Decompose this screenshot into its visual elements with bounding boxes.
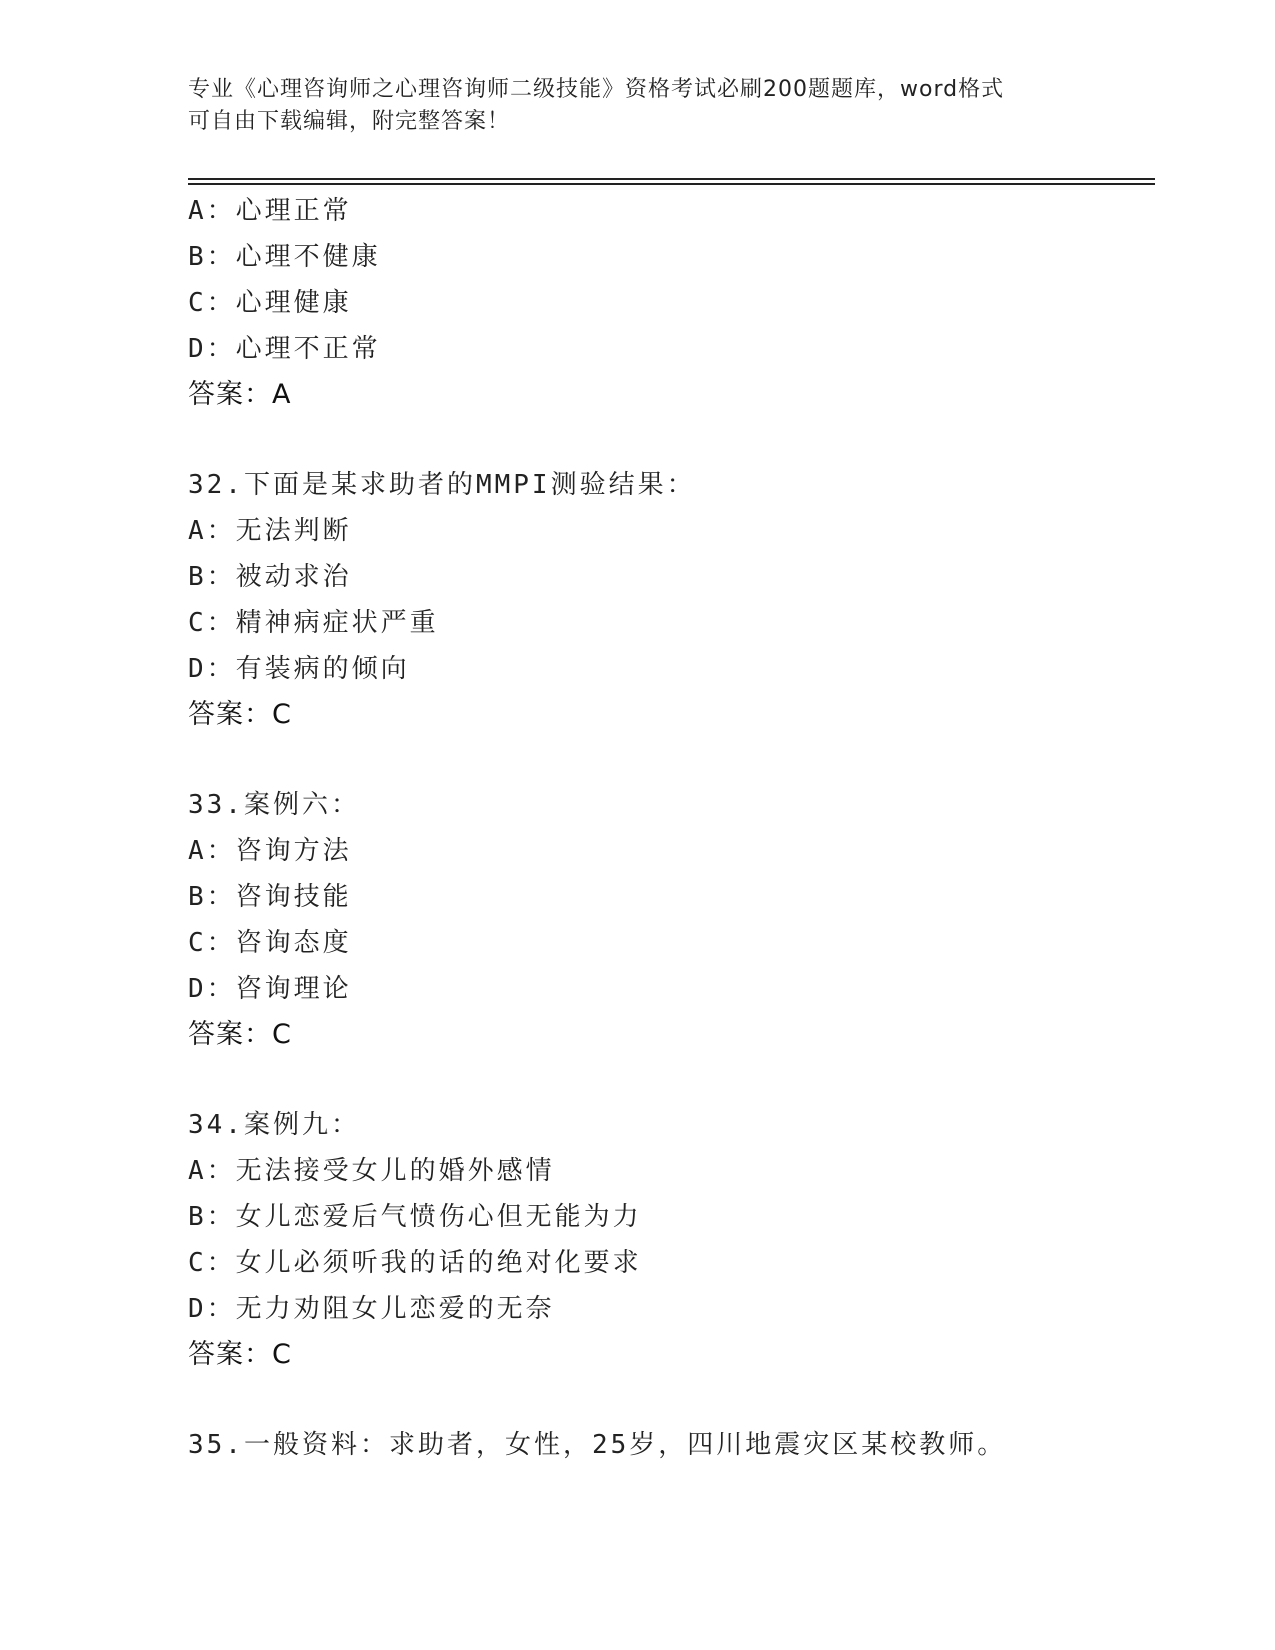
option-b: B：心理不健康 [188, 242, 381, 272]
question-block-33 [188, 782, 1168, 1058]
option-d: D：有装病的倾向 [188, 654, 410, 684]
question-block-34 [188, 1102, 1168, 1378]
header-line-1: 专业《心理咨询师之心理咨询师二级技能》资格考试必刷200题题库，word格式 [188, 77, 1005, 102]
header-line-2: 可自由下载编辑，附完整答案！ [188, 109, 511, 134]
option-b: B：被动求治 [188, 562, 352, 592]
header-divider-bottom [188, 183, 1155, 185]
option-a: A：心理正常 [188, 196, 352, 226]
option-a: A：无法接受女儿的婚外感情 [188, 1156, 555, 1186]
question-list [188, 188, 1168, 1468]
question-text: 35.一般资料：求助者，女性，25岁，四川地震灾区某校教师。 [188, 1430, 1007, 1460]
option-a: A：咨询方法 [188, 836, 352, 866]
question-text: 34.案例九： [188, 1110, 360, 1140]
question-text: 33.案例六： [188, 790, 360, 820]
header-divider-top [188, 178, 1155, 180]
answer-line: 答案：C [188, 1339, 292, 1370]
option-c: C：精神病症状严重 [188, 608, 439, 638]
answer-line: 答案：C [188, 699, 292, 730]
answer-line: 答案：A [188, 379, 292, 410]
answer-line: 答案：C [188, 1019, 292, 1050]
question-text: 32.下面是某求助者的MMPI测验结果： [188, 470, 696, 500]
option-b: B：女儿恋爱后气愤伤心但无能为力 [188, 1202, 642, 1232]
question-block-35 [188, 1422, 1168, 1468]
document-header [188, 74, 1088, 138]
option-a: A：无法判断 [188, 516, 352, 546]
question-block-31 [188, 188, 1168, 418]
question-block-32 [188, 462, 1168, 738]
option-c: C：心理健康 [188, 288, 352, 318]
option-d: D：咨询理论 [188, 974, 352, 1004]
option-c: C：咨询态度 [188, 928, 352, 958]
option-b: B：咨询技能 [188, 882, 352, 912]
option-d: D：心理不正常 [188, 334, 381, 364]
option-d: D：无力劝阻女儿恋爱的无奈 [188, 1294, 555, 1324]
option-c: C：女儿必须听我的话的绝对化要求 [188, 1248, 642, 1278]
